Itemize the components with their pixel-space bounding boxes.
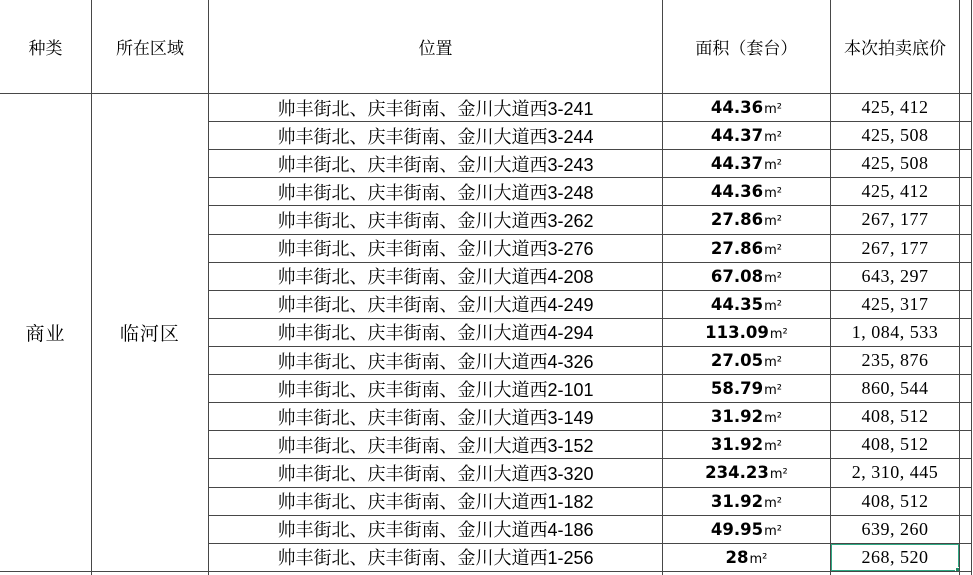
area-value: 44.35 [710,294,764,314]
cell-empty [0,571,91,575]
area-value: 44.37 [710,126,764,146]
area-value: 44.37 [710,154,764,174]
cell-location[interactable]: 帅丰街北、庆丰街南、金川大道西3-276 [208,234,662,262]
cell-area[interactable] [663,403,831,431]
cell-price[interactable]: 267, 177 [830,234,959,262]
cell-price[interactable]: 425, 412 [830,178,959,206]
cell-extra-column [960,375,972,403]
cell-area[interactable] [663,150,831,178]
cell-location[interactable]: 帅丰街北、庆丰街南、金川大道西3-241 [208,94,662,122]
cell-area[interactable] [663,487,831,515]
cell-area[interactable] [663,375,831,403]
header-price[interactable]: 本次拍卖底价 [830,0,959,94]
cell-location[interactable]: 帅丰街北、庆丰街南、金川大道西1-256 [208,543,662,571]
table-row-partial [0,571,972,575]
area-unit: m² [764,242,782,258]
area-unit: m² [764,439,782,455]
cell-area[interactable] [663,515,831,543]
area-unit: m² [764,102,782,118]
cell-extra-column [960,487,972,515]
area-value: 49.95 [710,519,764,539]
area-value: 27.86 [710,238,764,258]
area-value: 113.09 [705,322,769,342]
cell-area[interactable] [663,431,831,459]
cell-extra-column [960,459,972,487]
cell-extra-column [960,403,972,431]
cell-area[interactable] [663,262,831,290]
cell-price[interactable]: 268, 520 [830,543,959,571]
cell-district[interactable]: 临河区 [91,94,208,572]
cell-price[interactable]: 2, 310, 445 [830,459,959,487]
header-category[interactable]: 种类 [0,0,91,94]
area-unit: m² [764,186,782,202]
cell-price[interactable]: 425, 317 [830,290,959,318]
area-unit: m² [749,551,768,567]
header-location[interactable]: 位置 [208,0,662,94]
cell-extra-column [960,318,972,346]
area-value: 58.79 [710,379,764,399]
cell-extra-column [960,543,972,571]
cell-extra-column [960,515,972,543]
cell-area[interactable] [663,94,831,122]
cell-extra-column [960,262,972,290]
selection-border [830,543,959,571]
cell-empty [960,571,972,575]
cell-location[interactable]: 帅丰街北、庆丰街南、金川大道西3-149 [208,403,662,431]
table-row [0,94,972,122]
cell-price[interactable]: 643, 297 [830,262,959,290]
cell-empty [91,571,208,575]
area-value: 27.86 [710,210,764,230]
cell-location[interactable]: 帅丰街北、庆丰街南、金川大道西2-101 [208,375,662,403]
cell-empty [208,571,662,575]
header-row [0,0,972,94]
cell-location[interactable]: 帅丰街北、庆丰街南、金川大道西3-152 [208,431,662,459]
area-unit: m² [764,383,782,399]
cell-location[interactable]: 帅丰街北、庆丰街南、金川大道西3-243 [208,150,662,178]
fill-handle[interactable] [955,567,960,572]
cell-location[interactable]: 帅丰街北、庆丰街南、金川大道西4-249 [208,290,662,318]
area-unit: m² [769,467,788,483]
header-extra-column [960,0,972,94]
cell-area[interactable] [663,459,831,487]
area-unit: m² [764,495,782,511]
cell-extra-column [960,122,972,150]
cell-location[interactable]: 帅丰街北、庆丰街南、金川大道西4-186 [208,515,662,543]
area-unit: m² [764,214,782,230]
cell-area[interactable] [663,346,831,374]
cell-extra-column [960,234,972,262]
area-value: 67.08 [710,266,764,286]
cell-area[interactable] [663,178,831,206]
cell-extra-column [960,178,972,206]
cell-location[interactable]: 帅丰街北、庆丰街南、金川大道西4-326 [208,346,662,374]
cell-price[interactable]: 235, 876 [830,346,959,374]
cell-price[interactable]: 408, 512 [830,431,959,459]
header-district[interactable]: 所在区域 [91,0,208,94]
area-value: 44.36 [710,98,764,118]
cell-price[interactable]: 408, 512 [830,403,959,431]
header-area[interactable]: 面积（套台） [663,0,831,94]
cell-category[interactable]: 商业 [0,94,91,572]
cell-location[interactable]: 帅丰街北、庆丰街南、金川大道西4-294 [208,318,662,346]
area-unit: m² [769,326,788,342]
cell-area[interactable] [663,122,831,150]
cell-price[interactable]: 425, 508 [830,122,959,150]
area-value: 31.92 [710,491,764,511]
cell-price[interactable]: 425, 508 [830,150,959,178]
cell-extra-column [960,346,972,374]
cell-location[interactable]: 帅丰街北、庆丰街南、金川大道西4-208 [208,262,662,290]
cell-extra-column [960,150,972,178]
area-unit: m² [764,158,782,174]
area-unit: m² [764,411,782,427]
cell-price[interactable]: 1, 084, 533 [830,318,959,346]
cell-price[interactable]: 860, 544 [830,375,959,403]
cell-extra-column [960,94,972,122]
area-value: 28 [725,547,749,567]
cell-price[interactable]: 408, 512 [830,487,959,515]
area-value: 31.92 [710,407,764,427]
cell-empty [830,571,959,575]
area-value: 27.05 [710,351,764,371]
area-unit: m² [764,130,782,146]
cell-extra-column [960,290,972,318]
area-unit: m² [764,270,782,286]
cell-price[interactable]: 267, 177 [830,206,959,234]
cell-location[interactable]: 帅丰街北、庆丰街南、金川大道西1-182 [208,487,662,515]
cell-area[interactable] [663,318,831,346]
cell-area[interactable] [663,290,831,318]
area-value: 31.92 [710,435,764,455]
cell-location[interactable]: 帅丰街北、庆丰街南、金川大道西3-248 [208,178,662,206]
cell-location[interactable]: 帅丰街北、庆丰街南、金川大道西3-320 [208,459,662,487]
cell-price[interactable]: 425, 412 [830,94,959,122]
cell-location[interactable]: 帅丰街北、庆丰街南、金川大道西3-262 [208,206,662,234]
cell-price[interactable]: 639, 260 [830,515,959,543]
cell-extra-column [960,206,972,234]
cell-empty [663,571,831,575]
cell-area[interactable] [663,234,831,262]
area-value: 234.23 [705,463,769,483]
area-unit: m² [764,523,782,539]
area-value: 44.36 [710,182,764,202]
area-unit: m² [764,355,782,371]
cell-area[interactable] [663,543,831,571]
cell-extra-column [960,431,972,459]
area-unit: m² [764,298,782,314]
cell-area[interactable] [663,206,831,234]
cell-location[interactable]: 帅丰街北、庆丰街南、金川大道西3-244 [208,122,662,150]
